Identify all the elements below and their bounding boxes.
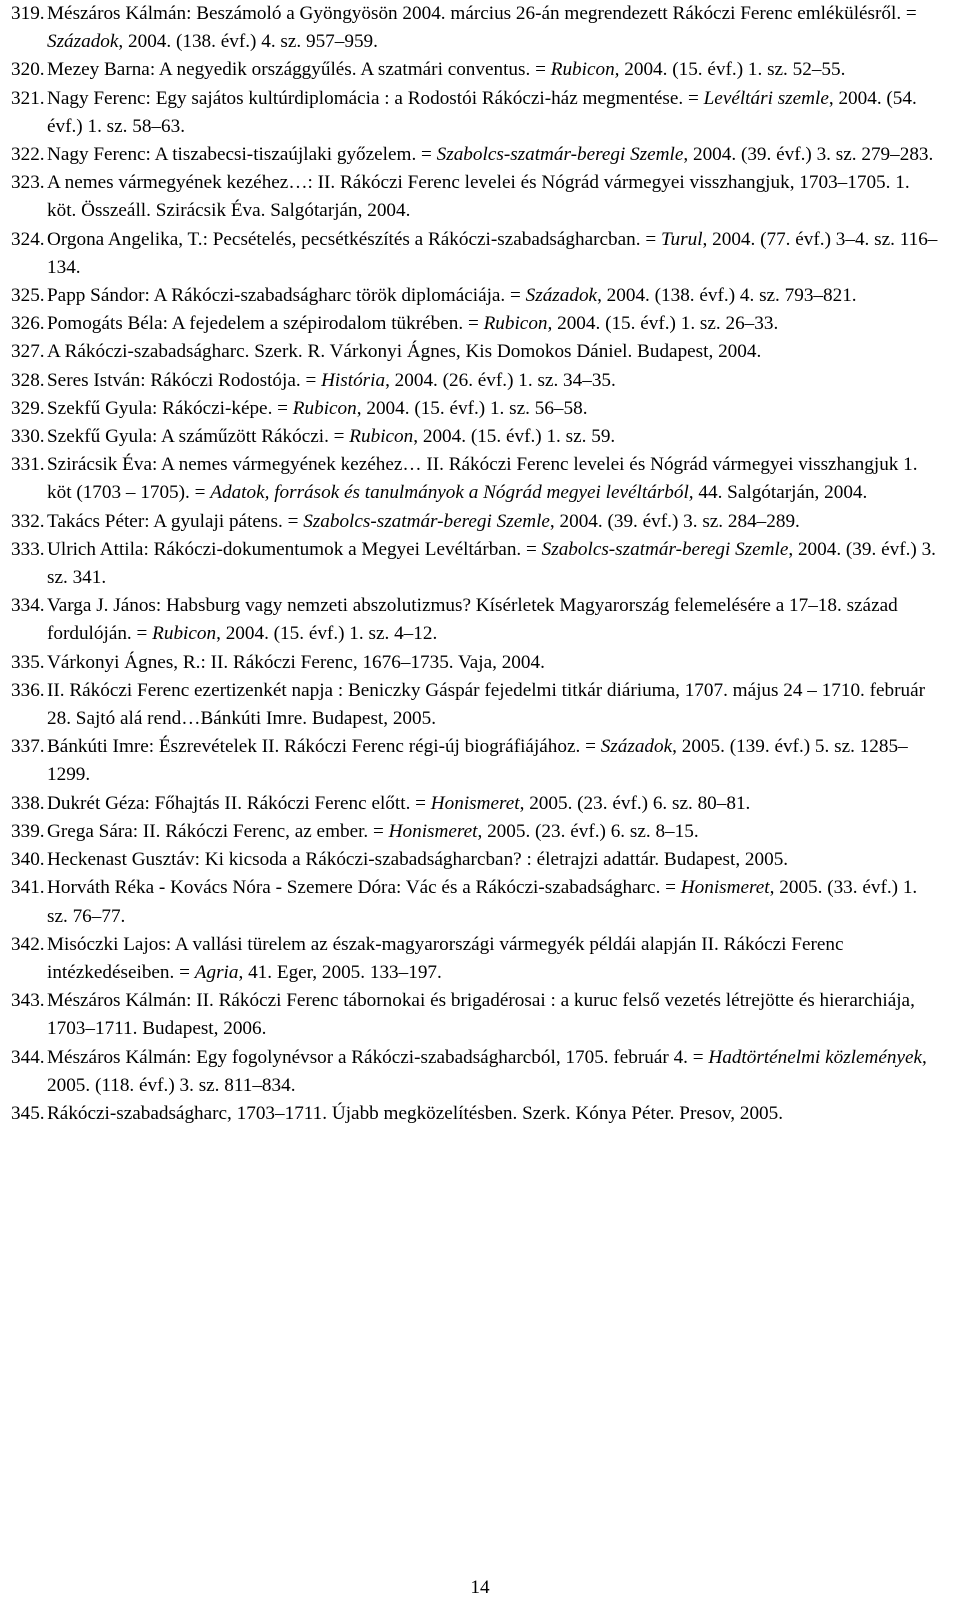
publication-title: Századok — [600, 736, 673, 758]
entry-number: 320. — [11, 59, 45, 81]
bibliography-entry — [11, 790, 941, 818]
entry-text-segment: Seres István: Rákóczi Rodostója. = — [47, 369, 322, 391]
bibliography-entry — [11, 226, 941, 282]
entry-text — [47, 677, 941, 733]
publication-title: Adatok, források és tanulmányok a Nógrád megyei levéltárból, — [210, 482, 694, 504]
entry-text — [47, 818, 941, 846]
publication-title: Szabolcs-szatmár-beregi Szemle — [303, 510, 550, 532]
entry-text-segment: Papp Sándor: A Rákóczi-szabadságharc török diplomáciája. = — [47, 285, 526, 307]
entry-text-segment: 2004. (15. évf.) 1. sz. 52–55. — [619, 59, 846, 81]
entry-number: 329. — [11, 397, 45, 419]
entry-text-segment: A nemes vármegyének kezéhez…: II. Rákóczi Ferenc levelei és Nógrád vármegyei visszhangjuk, 1703–1705. 1. köt. Összeáll. Szirácsik Éva. Salgótarján, 2004. — [47, 172, 910, 222]
entry-text-segment: Pomogáts Béla: A fejedelem a szépirodalom tükrében. = — [47, 313, 484, 335]
publication-title: Turul — [660, 228, 703, 250]
bibliography-entry — [11, 677, 941, 733]
entry-number: 334. — [11, 595, 45, 617]
publication-title: Honismeret — [680, 877, 770, 899]
bibliography-entry — [11, 1100, 941, 1128]
entry-text — [47, 987, 941, 1043]
entry-text-segment: Rákóczi-szabadságharc, 1703–1711. Újabb megközelítésben. Szerk. Kónya Péter. Presov, 2005. — [47, 1102, 784, 1124]
entry-number: 339. — [11, 820, 45, 842]
entry-number: 327. — [11, 341, 45, 363]
entry-text — [47, 141, 941, 169]
entry-text-segment: , 2004. (138. évf.) 4. sz. 957–959. — [118, 31, 378, 53]
entry-text-segment: Varga J. János: Habsburg vagy nemzeti abszolutizmus? Kísérletek Magyarország felemelésére a 17–18. század fordulóján. = — [47, 595, 898, 645]
publication-title: Szabolcs-szatmár-beregi Szemle — [541, 538, 789, 560]
entry-text — [47, 85, 941, 141]
entry-text-segment: , 2005. (23. évf.) 6. sz. 80–81. — [519, 792, 751, 814]
entry-text-segment: Szirácsik Éva: A nemes vármegyének kezéhez… II. Rákóczi Ferenc levelei és Nógrád vármegyei visszhangjuk 1. köt (1703 – 1705). = — [47, 454, 918, 504]
bibliography-entry — [11, 423, 941, 451]
bibliography-entry — [11, 169, 941, 225]
entry-text-segment: , 2004. (15. évf.) 1. sz. 56–58. — [356, 397, 588, 419]
entry-text-segment: , 2004. (15. évf.) 1. sz. 4–12. — [216, 623, 438, 645]
entry-text — [47, 395, 941, 423]
entry-text — [47, 931, 941, 987]
entry-text — [47, 733, 941, 789]
entry-number: 335. — [11, 651, 45, 673]
bibliography-entry — [11, 874, 941, 930]
entry-text-segment: Ulrich Attila: Rákóczi-dokumentumok a Megyei Levéltárban. = — [47, 538, 542, 560]
entry-number: 336. — [11, 679, 45, 701]
entry-text-segment: , 2005. (118. évf.) 3. sz. 811–834. — [47, 1046, 927, 1096]
entry-text — [47, 367, 941, 395]
entry-text-segment: Takács Péter: A gyulaji pátens. = — [47, 510, 304, 532]
entry-number: 333. — [11, 538, 45, 560]
bibliography-entry — [11, 310, 941, 338]
bibliography-entry — [11, 56, 941, 84]
entry-text-segment: Mezey Barna: A negyedik országgyűlés. A szatmári conventus. = — [47, 59, 551, 81]
publication-title: Századok — [525, 285, 598, 307]
entry-number: 328. — [11, 369, 45, 391]
publication-title: Hadtörténelmi közlemények — [708, 1046, 923, 1068]
entry-text-segment: Szekfű Gyula: A száműzött Rákóczi. = — [47, 426, 350, 448]
publication-title: Rubicon — [152, 623, 217, 645]
entry-text-segment: , 2004. (39. évf.) 3. sz. 284–289. — [549, 510, 800, 532]
entry-number: 324. — [11, 228, 45, 250]
entry-text — [47, 1100, 941, 1128]
entry-text-segment: , 2005. (33. évf.) 1. sz. 76–77. — [47, 877, 918, 927]
bibliography-entry — [11, 846, 941, 874]
bibliography-entry — [11, 733, 941, 789]
bibliography-entry — [11, 536, 941, 592]
entry-text-segment: , 2004. (77. évf.) 3–4. sz. 116–134. — [47, 228, 938, 278]
bibliography-entry — [11, 395, 941, 423]
entry-number: 323. — [11, 172, 45, 194]
entry-text-segment: 2004. (15. évf.) 1. sz. 26–33. — [552, 313, 779, 335]
entry-text — [47, 790, 941, 818]
entry-text-segment: , 2005. (139. évf.) 5. sz. 1285–1299. — [47, 736, 908, 786]
entry-text-segment: Orgona Angelika, T.: Pecsételés, pecsétkészítés a Rákóczi-szabadságharcban. = — [47, 228, 661, 250]
entry-number: 330. — [11, 426, 45, 448]
entry-text-segment: Várkonyi Ágnes, R.: II. Rákóczi Ferenc, 1676–1735. Vaja, 2004. — [47, 651, 545, 673]
publication-title: Agria — [194, 961, 239, 983]
entry-text-segment: , 2004. (138. évf.) 4. sz. 793–821. — [597, 285, 857, 307]
entry-number: 344. — [11, 1046, 45, 1068]
entry-text — [47, 536, 941, 592]
entry-text-segment: Nagy Ferenc: Egy sajátos kultúrdiplomácia : a Rodostói Rákóczi-ház megmentése. = — [47, 87, 704, 109]
entry-number: 325. — [11, 285, 45, 307]
entry-number: 342. — [11, 933, 45, 955]
entry-text — [47, 451, 941, 507]
bibliography-entry — [11, 141, 941, 169]
entry-text-segment: Mészáros Kálmán: Beszámoló a Gyöngyösön 2004. március 26-án megrendezett Rákóczi Ferenc emlékülésről. = — [47, 3, 917, 24]
entry-number: 337. — [11, 736, 45, 758]
entry-text — [47, 592, 941, 648]
entry-number: 332. — [11, 510, 45, 532]
entry-text-segment: Grega Sára: II. Rákóczi Ferenc, az ember. = — [47, 820, 389, 842]
entry-text — [47, 169, 941, 225]
entry-text-segment: A Rákóczi-szabadságharc. Szerk. R. Várkonyi Ágnes, Kis Domokos Dániel. Budapest, 2004. — [47, 341, 762, 363]
bibliography-entry — [11, 592, 941, 648]
entry-text-segment: Szekfű Gyula: Rákóczi-képe. = — [47, 397, 293, 419]
entry-text-segment: Dukrét Géza: Főhajtás II. Rákóczi Ferenc előtt. = — [47, 792, 431, 814]
entry-number: 343. — [11, 990, 45, 1012]
entry-text — [47, 874, 941, 930]
publication-title: Szabolcs-szatmár-beregi Szemle — [436, 144, 684, 166]
entry-number: 326. — [11, 313, 45, 335]
bibliography-entry — [11, 649, 941, 677]
publication-title: Honismeret — [388, 820, 478, 842]
bibliography-entry — [11, 1044, 941, 1100]
entry-number: 345. — [11, 1102, 45, 1124]
entry-text — [47, 0, 941, 56]
entry-text-segment: Bánkúti Imre: Észrevételek II. Rákóczi Ferenc régi-új biográfiájához. = — [47, 736, 601, 758]
entry-text — [47, 310, 941, 338]
page-number: 14 — [470, 1577, 490, 1598]
entry-text-segment: , 2004. (26. évf.) 1. sz. 34–35. — [385, 369, 616, 391]
entry-text — [47, 226, 941, 282]
entry-text-segment: Mészáros Kálmán: Egy fogolynévsor a Rákóczi-szabadságharcból, 1705. február 4. = — [47, 1046, 709, 1068]
entry-text-segment: 44. Salgótarján, 2004. — [693, 482, 868, 504]
bibliography-entry — [11, 818, 941, 846]
entry-text-segment: , 2004. (39. évf.) 3. sz. 279–283. — [683, 144, 934, 166]
entry-number: 341. — [11, 877, 45, 899]
entry-text — [47, 338, 941, 366]
bibliography-entry — [11, 367, 941, 395]
publication-title: Levéltári szemle — [703, 87, 829, 109]
entry-text — [47, 56, 941, 84]
entry-number: 338. — [11, 792, 45, 814]
entry-text — [47, 282, 941, 310]
entry-text-segment: , 41. Eger, 2005. 133–197. — [238, 961, 442, 983]
bibliography-entry — [11, 282, 941, 310]
entry-text — [47, 508, 941, 536]
bibliography-entry — [11, 0, 941, 56]
entry-number: 331. — [11, 454, 45, 476]
bibliography-entry — [11, 931, 941, 987]
publication-title: Rubicon, — [550, 59, 620, 81]
bibliography-entry — [11, 85, 941, 141]
entry-number: 322. — [11, 144, 45, 166]
publication-title: Rubicon — [292, 397, 357, 419]
entry-text-segment: II. Rákóczi Ferenc ezertizenkét napja : Beniczky Gáspár fejedelmi titkár diáriuma, 1707. május 24 – 1710. február 28. Sajtó alá rend…Bánkúti Imre. Budapest, 2005. — [47, 679, 926, 730]
bibliography-entry — [11, 338, 941, 366]
publication-title: Rubicon — [349, 426, 414, 448]
entry-text-segment: , 2004. (15. évf.) 1. sz. 59. — [413, 426, 616, 448]
entry-text — [47, 1044, 941, 1100]
bibliography-entry — [11, 987, 941, 1043]
entry-text-segment: Heckenast Gusztáv: Ki kicsoda a Rákóczi-szabadságharcban? : életrajzi adattár. Budapest, 2005. — [47, 849, 789, 871]
bibliography-list — [11, 0, 941, 1128]
entry-text — [47, 649, 941, 677]
publication-title: História — [321, 369, 386, 391]
entry-text-segment: , 2005. (23. évf.) 6. sz. 8–15. — [477, 820, 699, 842]
entry-text-segment: Nagy Ferenc: A tiszabecsi-tiszaújlaki győzelem. = — [47, 144, 437, 166]
entry-text — [47, 846, 941, 874]
publication-title: Honismeret — [430, 792, 520, 814]
entry-number: 319. — [11, 3, 45, 24]
entry-text-segment: Misóczki Lajos: A vallási türelem az észak-magyarországi vármegyék példái alapján II. Rákóczi Ferenc intézkedéseiben. = — [47, 933, 844, 983]
entry-text-segment: Mészáros Kálmán: II. Rákóczi Ferenc tábornokai és brigadérosai : a kuruc felső vezetés létrejötte és hierarchiája, 1703–1711. Budapest, 2006. — [47, 990, 915, 1040]
entry-text-segment: , 2004. (54. évf.) 1. sz. 58–63. — [47, 87, 917, 137]
entry-number: 321. — [11, 87, 45, 109]
bibliography-entry — [11, 508, 941, 536]
entry-text-segment: Horváth Réka - Kovács Nóra - Szemere Dóra: Vác és a Rákóczi-szabadságharc. = — [47, 877, 681, 899]
entry-text-segment: , 2004. (39. évf.) 3. sz. 341. — [47, 538, 936, 589]
publication-title: Rubicon, — [483, 313, 553, 335]
bibliography-entry — [11, 451, 941, 507]
entry-text — [47, 423, 941, 451]
publication-title: Századok — [47, 31, 119, 53]
entry-number: 340. — [11, 849, 45, 871]
